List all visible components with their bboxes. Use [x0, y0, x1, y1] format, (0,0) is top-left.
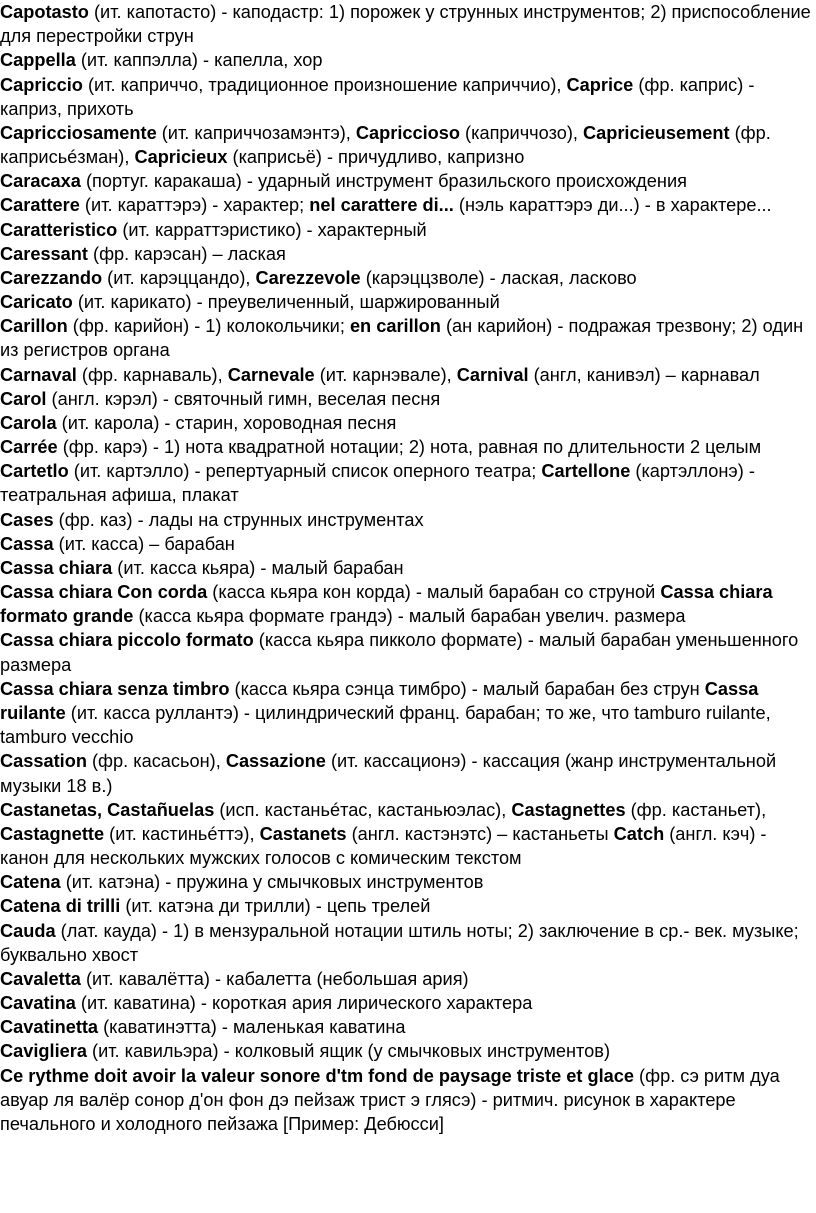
entry-text: (фр. каприсьéзман),	[0, 122, 771, 168]
dictionary-entry	[0, 556, 812, 580]
entry-term: Carattere	[0, 195, 80, 216]
entry-term: Carnaval	[0, 364, 77, 385]
entry-term: Cavaletta	[0, 968, 81, 989]
entry-term: Cartellone	[541, 461, 631, 482]
dictionary-entry	[0, 991, 812, 1015]
entry-term: Capriccioso	[355, 122, 460, 143]
entry-text: (ит. каппэлла) - капелла, хор	[75, 50, 323, 71]
entry-text: (каприччозо),	[460, 122, 583, 143]
entry-term: Cassa chiara formato grande	[0, 582, 773, 627]
dictionary-entry	[0, 266, 812, 290]
entry-text: (картэллонэ) - театральная афиша, плакат	[0, 461, 755, 506]
entry-term: en carillon	[349, 316, 441, 337]
entry-term: Cartetlo	[0, 461, 69, 482]
entry-term: Caprice	[566, 74, 634, 95]
dictionary-entry	[0, 121, 812, 169]
entry-text: (ит. каприччозамэнтэ),	[156, 122, 356, 143]
entry-text: (фр. карийон) - 1) колокольчики;	[67, 316, 350, 337]
entry-text: (каватинэтта) - маленькая каватина	[98, 1017, 406, 1038]
entry-term: Cappella	[0, 50, 76, 71]
entry-text: (фр. сэ ритм дуа авуар ля валёр сонор д'он фон дэ пейзаж трист э глясэ) - ритмич. рисунок в характере печального и холодного пейзажа [Пример: Дебюсси]	[0, 1065, 780, 1134]
dictionary-entry	[0, 435, 812, 459]
entry-text: (ит. катэна) - пружина у смычковых инструментов	[60, 872, 484, 893]
entry-term: Capricieux	[134, 147, 228, 168]
entry-text: (ит. кастиньéттэ),	[104, 823, 260, 844]
entry-term: Ce rythme doit avoir la valeur sonore d'tm fond de paysage triste et glace	[0, 1065, 634, 1086]
entry-term: Carillon	[0, 316, 68, 337]
entry-term: Caressant	[0, 243, 88, 264]
entry-text: (ит. касса кьяра) - малый барабан	[112, 557, 404, 578]
entry-term: Cavigliera	[0, 1041, 87, 1062]
entry-text: (карэццзволе) - лаская, ласково	[360, 267, 637, 288]
dictionary-entry	[0, 290, 812, 314]
dictionary-entry	[0, 580, 812, 628]
entry-text: (ит. кавалётта) - кабалетта (небольшая ария)	[80, 968, 469, 989]
entry-text: (фр. кастаньет),	[625, 799, 767, 820]
entry-text: (фр. касасьон),	[86, 751, 226, 772]
dictionary-entry	[0, 387, 812, 411]
entry-text: (фр. каз) - лады на струнных инструментах	[53, 509, 424, 530]
entry-text: (ит. каватина) - короткая ария лирического характера	[75, 993, 533, 1014]
entry-term: Carezzevole	[255, 267, 361, 288]
dictionary-entry	[0, 894, 812, 918]
entry-text: (ит. каприччо, традиционное произношение каприччио),	[82, 74, 567, 95]
entry-term: Carnevale	[227, 364, 315, 385]
entry-term: Catena	[0, 872, 61, 893]
dictionary-entry	[0, 411, 812, 435]
entry-term: Carrée	[0, 437, 58, 458]
entry-text: (лат. кауда) - 1) в мензуральной нотации штиль ноты; 2) заключение в ср.- век. музыке; буквально хвост	[0, 920, 799, 965]
dictionary-entry	[0, 169, 812, 193]
dictionary-entry	[0, 1039, 812, 1063]
dictionary-entry	[0, 242, 812, 266]
entry-text: (ит. кассационэ) - кассация (жанр инструментальной музыки 18 в.)	[0, 751, 777, 796]
dictionary-entry	[0, 919, 812, 967]
entry-term: Cassa ruilante	[0, 678, 759, 723]
entry-text: (англ, канивэл) – карнавал	[528, 364, 760, 385]
entry-term: Cassa chiara senza timbro	[0, 678, 230, 699]
dictionary-entry	[0, 218, 812, 242]
dictionary-entry	[0, 314, 812, 362]
entry-term: Caratteristico	[0, 219, 118, 240]
entry-term: Catena di trilli	[0, 896, 121, 917]
entry-term: Cassation	[0, 751, 87, 772]
entry-text: (ит. карнэвале),	[314, 364, 457, 385]
entry-text: (касса кьяра формате грандэ) - малый барабан увелич. размера	[133, 606, 686, 627]
entry-term: Cassa chiara Con corda	[0, 582, 208, 603]
entry-text: (касса кьяра пикколо формате) - малый барабан уменьшенного размера	[0, 630, 799, 675]
entry-text: (ит. капотасто) - каподастр: 1) порожек у струнных инструментов; 2) приспособление для перестройки струн	[0, 2, 811, 47]
dictionary-entry	[0, 363, 812, 387]
entry-term: Catch	[613, 823, 665, 844]
dictionary-entry	[0, 1064, 812, 1137]
entry-term: Carezzando	[0, 267, 103, 288]
entry-text: (касса кьяра кон корда) - малый барабан со струной	[207, 582, 661, 603]
entry-term: Castagnette	[0, 823, 105, 844]
entry-text: (фр. карнаваль),	[76, 364, 228, 385]
entry-term: Cassa	[0, 533, 54, 554]
entry-term: Carola	[0, 412, 57, 433]
entry-term: Cauda	[0, 920, 56, 941]
entry-text: (ит. карола) - старин, хороводная песня	[56, 412, 397, 433]
entry-text: (каприсьё) - причудливо, капризно	[227, 147, 525, 168]
dictionary-entry	[0, 532, 812, 556]
dictionary-entry	[0, 1015, 812, 1039]
entry-term: Capricciosamente	[0, 122, 157, 143]
entry-term: Castanetas, Castañuelas	[0, 799, 215, 820]
dictionary-entry	[0, 193, 812, 217]
entry-text: (ан карийон) - подражая трезвону; 2) один из регистров органа	[0, 316, 804, 361]
entry-text: (португ. каракаша) - ударный инструмент бразильского происхождения	[80, 171, 687, 192]
entry-term: Cassa chiara piccolo formato	[0, 630, 254, 651]
dictionary-entry	[0, 73, 812, 121]
entry-term: Castanets	[259, 823, 347, 844]
entry-term: Capricieusement	[582, 122, 730, 143]
dictionary-entry	[0, 967, 812, 991]
dictionary-entry	[0, 508, 812, 532]
entry-text: (ит. карэццандо),	[102, 267, 256, 288]
entry-term: Caricato	[0, 292, 73, 313]
entry-text: (фр. каприс) - каприз, прихоть	[0, 74, 755, 119]
entry-text: (фр. карэ) - 1) нота квадратной нотации; 2) нота, равная по длительности 2 целым	[57, 437, 762, 458]
entry-text: (англ. кэрэл) - святочный гимн, веселая песня	[46, 388, 441, 409]
entry-text: (касса кьяра сэнца тимбро) - малый барабан без струн	[229, 678, 705, 699]
entry-term: Capriccio	[0, 74, 83, 95]
entry-term: Castagnettes	[511, 799, 626, 820]
entry-text: (англ. кэч) - канон для нескольких мужских голосов с комическим текстом	[0, 823, 767, 869]
entry-text: (ит. картэлло) - репертуарный список оперного театра;	[68, 461, 542, 482]
dictionary-entry	[0, 870, 812, 894]
dictionary-entry	[0, 459, 812, 507]
dictionary-entry	[0, 628, 812, 676]
entry-term: Cavatinetta	[0, 1017, 99, 1038]
entry-term: Carol	[0, 388, 47, 409]
dictionary-entry	[0, 798, 812, 871]
entry-text: (англ. кастэнэтс) – кастаньеты	[346, 823, 614, 844]
entry-text: (ит. катэна ди трилли) - цепь трелей	[120, 896, 431, 917]
entry-term: Cavatina	[0, 993, 76, 1014]
dictionary-entry	[0, 749, 812, 797]
entry-text: (ит. карикато) - преувеличенный, шаржированный	[72, 292, 500, 313]
entry-term: Cassazione	[225, 751, 326, 772]
entry-term: Cases	[0, 509, 54, 530]
entry-text: (нэль караттэрэ ди...) - в характере...	[453, 195, 772, 216]
entry-term: Carnival	[456, 364, 529, 385]
dictionary-entry	[0, 48, 812, 72]
dictionary-entry	[0, 0, 812, 48]
entry-term: Caracaxa	[0, 171, 81, 192]
entry-text: (ит. касса) – барабан	[53, 533, 235, 554]
entry-term: nel carattere di...	[309, 195, 454, 216]
entry-text: (ит. караттэрэ) - характер;	[79, 195, 310, 216]
entry-text: (ит. касса руллантэ) - цилиндрический франц. барабан; то же, что tamburo ruilante, tamburo vecchio	[0, 702, 771, 748]
entry-term: Cassa chiara	[0, 557, 113, 578]
entry-text: (фр. карэсан) – лаская	[87, 243, 286, 264]
entry-text: (ит. карраттэристико) - характерный	[117, 219, 427, 240]
dictionary-entry	[0, 677, 812, 750]
entry-text: (ит. кавильэра) - колковый ящик (у смычковых инструментов)	[86, 1041, 611, 1062]
entry-term: Capotasto	[0, 2, 89, 22]
entry-text: (исп. кастаньéтас, кастаньюэлас),	[214, 799, 512, 820]
